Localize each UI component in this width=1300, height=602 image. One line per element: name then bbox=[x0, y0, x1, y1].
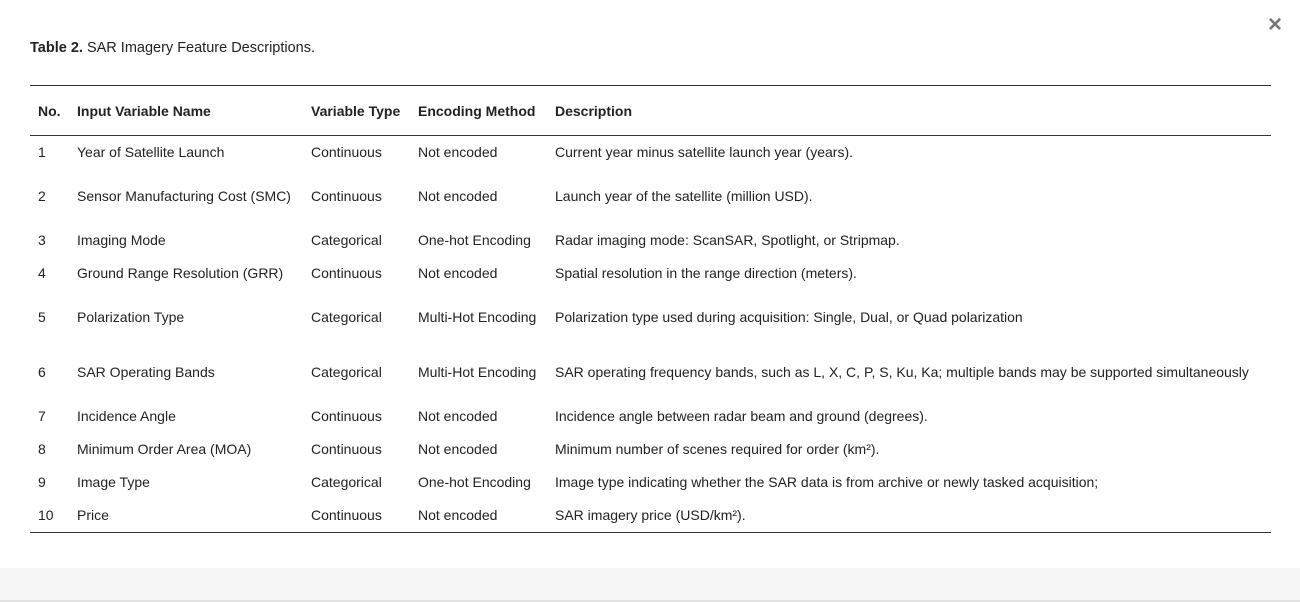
cell-description: Minimum number of scenes required for order (km²). bbox=[555, 441, 880, 457]
cell-variable-name: Polarization Type bbox=[77, 309, 185, 325]
table-row bbox=[30, 169, 1271, 224]
cell-variable-name: Imaging Mode bbox=[77, 232, 166, 248]
table-row bbox=[30, 433, 1271, 466]
cell-variable-type: Continuous bbox=[311, 144, 382, 160]
cell-variable-name: Image Type bbox=[77, 474, 150, 490]
cell-description: Image type indicating whether the SAR data is from archive or newly tasked acquisition; bbox=[555, 474, 1099, 490]
header-no: No. bbox=[30, 86, 71, 136]
table-row bbox=[30, 400, 1271, 433]
table-row bbox=[30, 136, 1271, 170]
cell-variable-name: Sensor Manufacturing Cost (SMC) bbox=[77, 188, 291, 204]
cell-variable-name: Minimum Order Area (MOA) bbox=[77, 441, 252, 457]
cell-encoding-method: Not encoded bbox=[418, 408, 498, 424]
table-header-row bbox=[30, 86, 1271, 136]
header-variable-type: Variable Type bbox=[305, 86, 412, 136]
cell-no: 4 bbox=[38, 265, 46, 281]
cell-variable-name: Year of Satellite Launch bbox=[77, 144, 225, 160]
cell-variable-type: Categorical bbox=[311, 474, 382, 490]
cell-variable-type: Categorical bbox=[311, 364, 382, 380]
table-row bbox=[30, 290, 1271, 345]
cell-variable-type: Continuous bbox=[311, 188, 382, 204]
cell-description: Incidence angle between radar beam and ground (degrees). bbox=[555, 408, 928, 424]
cell-variable-name: Ground Range Resolution (GRR) bbox=[77, 265, 284, 281]
cell-encoding-method: Not encoded bbox=[418, 188, 498, 204]
cell-no: 8 bbox=[38, 441, 46, 457]
cell-encoding-method: Not encoded bbox=[418, 265, 498, 281]
cell-variable-name: Price bbox=[77, 507, 109, 523]
header-encoding-method: Encoding Method bbox=[412, 86, 549, 136]
cell-no: 7 bbox=[38, 408, 46, 424]
cell-description: Launch year of the satellite (million USD). bbox=[555, 188, 813, 204]
cell-variable-type: Categorical bbox=[311, 309, 382, 325]
modal-footer-band bbox=[0, 568, 1300, 600]
cell-no: 2 bbox=[38, 188, 46, 204]
caption-text: SAR Imagery Feature Descriptions. bbox=[82, 40, 316, 56]
cell-no: 9 bbox=[38, 474, 46, 490]
header-description: Description bbox=[549, 86, 1271, 136]
cell-description: Radar imaging mode: ScanSAR, Spotlight, or Stripmap. bbox=[555, 232, 900, 248]
cell-encoding-method: Multi-Hot Encoding bbox=[418, 364, 537, 380]
table-row bbox=[30, 345, 1271, 400]
table-row bbox=[30, 257, 1271, 290]
cell-no: 5 bbox=[38, 309, 46, 325]
cell-encoding-method: One-hot Encoding bbox=[418, 232, 531, 248]
cell-description: SAR imagery price (USD/km²). bbox=[555, 507, 746, 523]
cell-variable-type: Categorical bbox=[311, 232, 382, 248]
cell-encoding-method: Not encoded bbox=[418, 144, 498, 160]
cell-description: SAR operating frequency bands, such as L, X, C, P, S, Ku, Ka; multiple bands may be supported simultaneously bbox=[555, 364, 1249, 380]
caption-label: Table 2. bbox=[30, 40, 83, 56]
feature-table bbox=[30, 85, 1271, 533]
table-row bbox=[30, 224, 1271, 257]
cell-description: Current year minus satellite launch year (years). bbox=[555, 144, 854, 160]
cell-no: 6 bbox=[38, 364, 46, 380]
cell-no: 3 bbox=[38, 232, 46, 248]
cell-variable-type: Continuous bbox=[311, 265, 382, 281]
cell-variable-type: Continuous bbox=[311, 441, 382, 457]
table-row bbox=[30, 466, 1271, 499]
cell-description: Spatial resolution in the range direction (meters). bbox=[555, 265, 857, 281]
cell-encoding-method: Not encoded bbox=[418, 441, 498, 457]
cell-encoding-method: Multi-Hot Encoding bbox=[418, 309, 537, 325]
table-caption bbox=[30, 40, 315, 56]
cell-no: 10 bbox=[38, 507, 54, 523]
table-container bbox=[30, 85, 1271, 533]
cell-encoding-method: One-hot Encoding bbox=[418, 474, 531, 490]
header-variable-name: Input Variable Name bbox=[71, 86, 305, 136]
cell-no: 1 bbox=[38, 144, 46, 160]
cell-encoding-method: Not encoded bbox=[418, 507, 498, 523]
cell-variable-type: Continuous bbox=[311, 507, 382, 523]
cell-variable-name: Incidence Angle bbox=[77, 408, 176, 424]
table-row bbox=[30, 499, 1271, 533]
cell-description: Polarization type used during acquisition: Single, Dual, or Quad polarization bbox=[555, 309, 1023, 325]
cell-variable-type: Continuous bbox=[311, 408, 382, 424]
cell-variable-name: SAR Operating Bands bbox=[77, 364, 215, 380]
close-icon[interactable]: × bbox=[1267, 11, 1282, 38]
